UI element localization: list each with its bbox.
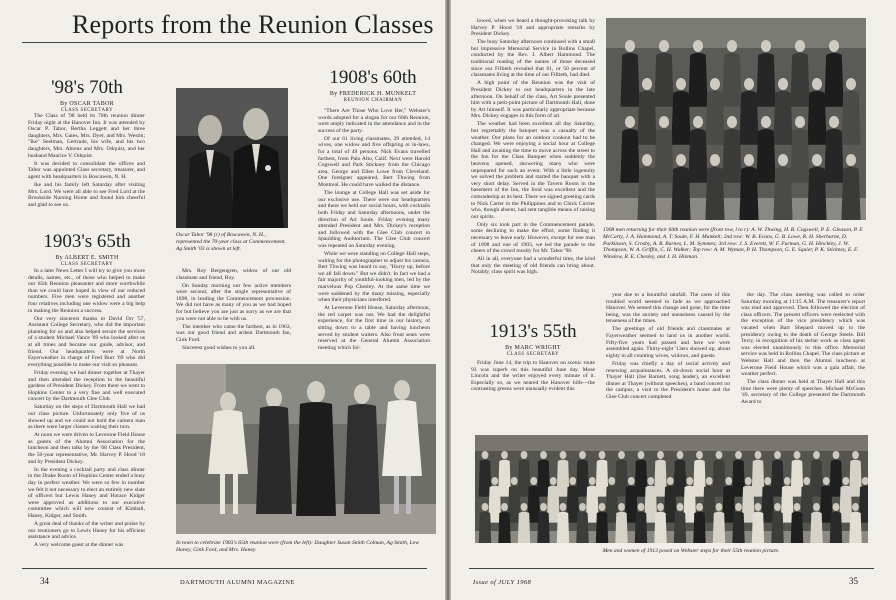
person-head <box>784 477 791 485</box>
person-silhouette <box>498 512 511 543</box>
person-silhouette <box>705 167 724 220</box>
paragraph: A very welcome guest at the dinner was <box>34 542 124 549</box>
paragraph: "There Are Those Who Love Her," Webster's words adopted for a slogan for our 60th Reunion, were amply indicated in the attendance and in the success of the party. <box>318 108 430 134</box>
person-head <box>618 503 625 511</box>
footer-magazine-title: DARTMOUTH ALUMNI MAGAZINE <box>180 579 295 586</box>
section-heading-1908: 1908's 60th <box>329 67 417 88</box>
person-silhouette <box>637 91 656 145</box>
byline-1898: By OSCAR TABOR <box>60 101 114 107</box>
paragraph: The member who came the farthest, as in 1963, was our good friend and ardent Dartmouth fan, Gink Ford. <box>176 323 291 343</box>
person-head <box>667 477 674 485</box>
page-number-left: 34 <box>40 576 49 586</box>
person-head <box>829 40 839 52</box>
person-silhouette <box>637 167 656 220</box>
section-header-1913 <box>471 322 595 357</box>
person-head <box>716 503 723 511</box>
person-head <box>842 477 849 485</box>
photo-image <box>176 88 288 228</box>
person-head <box>833 451 840 459</box>
person-head <box>599 503 606 511</box>
caption-1898: Oscar Tabor '98 (r) of Boscawen, N. H., represented the 70-year class at Commencement. Ag Smith '03 is shown at left. <box>176 232 286 252</box>
person-silhouette <box>722 53 741 107</box>
photo-tabor-and-smith <box>176 88 288 228</box>
person-silhouette <box>841 167 860 220</box>
role-1908: REUNION CHAIRMAN <box>343 98 403 103</box>
person-silhouette <box>557 512 570 543</box>
person-silhouette <box>732 512 745 543</box>
paragraph: the day. The class meeting was called to order Saturday morning at 11:15 A.M. The treasurer's report was read and approved. Then followed the election of class officers. The present officers were reelected with the exception of the vice presidency which was vacated when Bart Shepard moved up to the presidency owing to the death of George Steele. Bill Terry, in recognition of his stellar work as class agent was elected unanimously to this office. Memorial service was held in Rollins Chapel. The class picture at Webster Hall and then the Alumni luncheon at Leverone Field House which was a gala affair, the weather perfect. <box>741 292 865 378</box>
person-head <box>812 154 822 166</box>
person-head <box>625 40 635 52</box>
person-head <box>599 451 606 459</box>
person-head <box>761 40 771 52</box>
photo-1903-group <box>176 364 436 534</box>
footer-rule <box>22 568 427 569</box>
person-head <box>569 477 576 485</box>
person-silhouette <box>791 512 804 543</box>
person-head <box>727 40 737 52</box>
person-silhouette <box>671 91 690 145</box>
person-silhouette <box>752 512 765 543</box>
paragraph: Ike and his family left Saturday after visiting Mrs. Lord. We were all able to see Fred Lord at the Brookside Nursing Home and found him cheerful and glad to see us. <box>28 181 145 208</box>
person-head <box>716 451 723 459</box>
article-body-1898 <box>28 113 145 210</box>
person-head <box>696 503 703 511</box>
paragraph: While we were standing on College Hall steps, waiting for the photographer to adjust his camera, Bert Thwing was heard to say, "Hurry up, before we all fall down." But we didn't. In fact we had a fair majority of youthful-looking men, led by the marvelous Pop Chesley. At the same time we were saddened by the many missing, especially when their physicians interfered. <box>318 250 430 304</box>
person-head <box>540 451 547 459</box>
person-head <box>774 451 781 459</box>
person-head <box>521 451 528 459</box>
person-silhouette <box>773 167 792 220</box>
person-head <box>813 451 820 459</box>
person-head <box>550 477 557 485</box>
person-head <box>735 503 742 511</box>
person-silhouette <box>807 167 826 220</box>
person-head <box>659 116 669 128</box>
person-silhouette <box>713 512 726 543</box>
person-silhouette <box>756 129 775 183</box>
person-silhouette <box>654 129 673 183</box>
person-head <box>812 78 822 90</box>
byline-1908: By FREDERICK H. MUNKELT <box>329 91 417 97</box>
person-head <box>833 503 840 511</box>
title-rule <box>22 42 427 43</box>
person-head <box>710 78 720 90</box>
person-head <box>778 78 788 90</box>
person-head <box>501 451 508 459</box>
person-silhouette <box>756 53 775 107</box>
paragraph: On Sunday morning our few active members were second, after the single representative of 1898, in leading the Commencement procession. We did not have as many of you as we had hoped for but believe you are just as sorry as we are that you were not able to be with us. <box>176 282 291 322</box>
left-page <box>0 0 445 600</box>
person-head <box>774 503 781 511</box>
person-head <box>618 451 625 459</box>
person-head <box>659 40 669 52</box>
person-head <box>693 116 703 128</box>
person-head <box>755 503 762 511</box>
person-silhouette <box>773 91 792 145</box>
paragraph: At Leverone Field House, Saturday afternoon, the red carpet was out. We had the delightful experience, for the first time in our history, of sitting down to a table and having luncheon served by student waiters. Also front seats were reserved at the General Alumni Association meeting which fol- <box>318 305 430 351</box>
paragraph: The busy Saturday afternoon continued with a small but impressive Memorial Service in Rollins Chapel, conducted by the Rev. J. Albert Hammond. The traditional reading of the names of those deceased since our Fiftieth revealed that 61, or 50 percent of classmates living at the time of our Fiftieth, had died. <box>471 39 595 79</box>
person-silhouette <box>671 167 690 220</box>
person-head <box>608 477 615 485</box>
byline-1913: By MARC WRIGHT <box>505 345 561 351</box>
person-head <box>727 116 737 128</box>
person-silhouette <box>722 129 741 183</box>
person-head <box>560 451 567 459</box>
article-body-1903 <box>28 268 145 550</box>
paragraph: The greetings of old friends and classmates at Fayerweather seemed to land us in another world. Fifty-five years had passed and here we were assembled again. Thirty-eight '13ers showed up, about eighty in all counting wives, widows, and guests. <box>606 326 730 359</box>
footer-issue: Issue of JULY 1968 <box>473 579 532 586</box>
article-body-1913-c <box>741 292 865 407</box>
person-head <box>794 503 801 511</box>
person-silhouette <box>824 53 843 107</box>
person-silhouette <box>790 129 809 183</box>
person-silhouette <box>790 53 809 107</box>
section-header-1898 <box>28 78 146 113</box>
person-silhouette <box>824 129 843 183</box>
person-silhouette <box>693 512 706 543</box>
person-head <box>829 116 839 128</box>
role-1898: CLASS SECRETARY <box>60 108 114 113</box>
section-header-1903 <box>28 232 146 267</box>
person-silhouette <box>620 129 639 183</box>
person-head <box>846 154 856 166</box>
paragraph: Sincerest good wishes to you all. <box>182 345 256 352</box>
person-head <box>677 503 684 511</box>
person-silhouette <box>615 512 628 543</box>
person-silhouette <box>537 512 550 543</box>
person-head <box>501 503 508 511</box>
person-silhouette <box>654 53 673 107</box>
byline-1903: By ALBERT E. SMITH <box>55 255 119 261</box>
person-head <box>803 477 810 485</box>
photo-1908-group <box>606 18 866 220</box>
person-head <box>657 451 664 459</box>
person-silhouette <box>739 91 758 145</box>
person-head <box>642 154 652 166</box>
paragraph: The weather had been excellent all day Saturday, but regrettably the banquet was a casualty of the weather. Our plans for an outdoor cookout had to be changed. We were enjoying a social hour at College Hall and awaiting the time to move across the street to the Inn for the Class Banquet when suddenly the heavens opened, showering many who were unprepared for such an event. With a little ingenuity we solved the problem and started the banquet with a very short delay. Served in the Tavern Room in the basement of the Inn, the food was excellent and the comradeship at its best. There we signed greeting cards to Nick Carter in the Philippines and to Chick Currier who, though absent, had sent tangible means of raising our spirits. <box>471 121 595 220</box>
person-head <box>657 503 664 511</box>
person-head <box>579 503 586 511</box>
paragraph: In the evening a cocktail party and class dinner in the Drake Room of Hopkins Center ended a busy day in perfect weather. We were so few in number we felt it not necessary to elect an entirely new slate of officers but Lewis Haney and Horace Kidger were approved as additions to our executive committee which will now consist of Kimball, Haney, Kidger, and Smith. <box>28 466 145 519</box>
person-head <box>676 78 686 90</box>
person-head <box>693 40 703 52</box>
paragraph: Our very sincerest thanks to David Orr '57, Assistant College Secretary, who did the important planning for us and also helped secure the services of a student Michael Vance '69 who looked after us at all times and became our guide, advisor, and friend. Our headquarters were at North Fayerweather in charge of Fred Burr '69 who did everything possible to make our visit so pleasant. <box>28 315 145 368</box>
person-head <box>579 451 586 459</box>
paragraph: Mrs. Roy Bergengren, widow of our old classmate and friend, Roy. <box>176 268 291 281</box>
paragraph: Saturday on the steps of Dartmouth Hall we had our class picture. Unfortunately only five of us showed up and we could not hold the camera man as there were larger classes waiting their turn. <box>28 404 145 431</box>
person-head <box>823 477 830 485</box>
person-head <box>677 451 684 459</box>
person-silhouette <box>674 512 687 543</box>
paragraph: year due to a bountiful rainfall. The cares of this troubled world seemed to fade as we approached Hanover. We sensed this change and gone, for the time being, was the anxiety and uneasiness caused by the tenseness of the times. <box>606 292 730 325</box>
paragraph: Friday evening we had dinner together at Thayer and then attended the reception in the beautiful gardens of President Dickey. From there we went to Hopkins Center to a very fine and well executed concert by the Dartmouth Glee Club. <box>28 369 145 403</box>
person-silhouette <box>688 129 707 183</box>
page-title: Reports from the Reunion Classes <box>72 10 434 39</box>
person-head <box>764 477 771 485</box>
person-head <box>744 154 754 166</box>
person-head <box>852 451 859 459</box>
person-silhouette <box>807 91 826 145</box>
person-silhouette <box>635 512 648 543</box>
person-head <box>795 116 805 128</box>
paragraph: All in all, everyone had a wonderful time, the kind that only the meeting of old friends can bring about. Notably, class spirit was high. <box>471 256 595 276</box>
person-head <box>795 40 805 52</box>
person-head <box>482 503 489 511</box>
photo-1913-group <box>475 435 868 543</box>
person-head <box>625 116 635 128</box>
person-head <box>725 477 732 485</box>
person-silhouette <box>688 53 707 107</box>
paragraph: Of our 61 living classmates, 29 attended, 14 wives, one widow and five offspring or in-laws, for a total of 49 persons. Nick Evans travelled farthest, from Palo Alto, Calif. Next were Harold Cogswell and Park Stickney from the Chicago area, George and Ellen Lowe from Cleveland. One foreigner appeared, Bert Thwing from Montreal. He could have walked the distance. <box>318 135 430 189</box>
paragraph: A high point of the Reunion was the visit of President Dickey to our headquarters in the late afternoon. On behalf of the class, Art Soule presented him with a petit-point picture of Dartmouth Hall, done by Art himself. It was particularly appropriate because Mrs. Dickey engages in this form of art. <box>471 80 595 120</box>
role-1913: CLASS SECRETARY <box>506 352 560 357</box>
person-head <box>521 503 528 511</box>
article-body-1908 <box>318 108 430 353</box>
paragraph: At noon we were driven to Leverone Field House as guests of the Alumni Association for the luncheon and then talks by the '68 Class President, the 50-year representative, Mr. Harvey P. Hood '18 and by President Dickey. <box>28 432 145 465</box>
person-head <box>540 503 547 511</box>
person-head <box>778 154 788 166</box>
person-head <box>735 451 742 459</box>
person-silhouette <box>705 91 724 145</box>
person-head <box>852 503 859 511</box>
person-head <box>560 503 567 511</box>
person-head <box>794 451 801 459</box>
photo-image <box>176 364 436 534</box>
person-head <box>638 503 645 511</box>
person-head <box>491 477 498 485</box>
person-head <box>696 451 703 459</box>
paragraph: Friday was chiefly a day of social activity and renewing acquaintances. A sit-down social hour at Thayer Hall (Joe Barnett, song leader), an excellent dinner at Thayer (without speeches), a band concert on the campus, a visit to the President's home and the Glee Club concert completed <box>606 360 730 400</box>
person-head <box>642 78 652 90</box>
paragraph: The Class of '98 held its 70th reunion dinner Friday night at the Hanover Inn. It was attended by Oscar P. Tabor, Bertha Leggett and her three daughters, Mrs. Gates, Mrs. Dyer, and Mrs. Westin; "Ike" Seelman, Gertrude, his wife, and his two daughters, Mrs. Ahrens and Mrs. Odquist, and her husband Maurice V. Odquist. <box>28 113 145 159</box>
photo-image <box>475 435 868 543</box>
caption-1903: In town to celebrate 1903's 65th reunion were (from the left): Daughter Susan Smith Colman, Ag Smith, Lew Haney, Gink Ford, and Mrs. Haney. <box>176 540 420 553</box>
person-head <box>589 477 596 485</box>
right-page <box>451 0 896 600</box>
caption-1908: 1908 men returning for their 60th reunion were (front row, l to r): A. W. Thwing, H. B. Cogswell, P. E. Gleason, P. F. McCarty, J. A. Hammond, A. T. Soule, F. H. Munkelt; 2nd row: W. B. Evans, G. B. Lowe, R. H. Sherburne, D. Parkinson, S. Crosby, A. B. Barnes, L. M. Symmes; 3rd row: J. S. Everett, W. F. Furman, G. H. Hinckley, J. W. Thompson, W. A. Griffin, C. H. Walker; Top row: A. M. Wyman, P. H. Thompson, G. E. Squier, P. K. Stickney, E. F. Winslow, R. E. Chesley, and J. H. Hinman. <box>603 227 864 261</box>
person-silhouette <box>479 512 492 543</box>
article-body-1908-continued <box>471 18 595 278</box>
section-header-1908 <box>318 68 428 103</box>
caption-1913: Men and women of 1913 posed on Webster steps for their 55th reunion picture. <box>602 548 780 554</box>
section-heading-1913: 1913's 55th <box>489 321 577 342</box>
person-head <box>745 477 752 485</box>
person-head <box>628 477 635 485</box>
person-head <box>482 451 489 459</box>
paragraph: It was decided to consolidate the offices and Tabor was appointed Class secretary, treasurer, and agent with headquarters in Boscawen, N. H. <box>28 160 145 180</box>
person-silhouette <box>849 512 862 543</box>
section-heading-1898: '98's 70th <box>51 77 123 98</box>
person-silhouette <box>620 53 639 107</box>
page-number-right: 35 <box>849 576 858 586</box>
paragraph: The lounge at College Hall was set aside for our exclusive use. There were our headquarters and there we held our social hours, with cocktails both Friday and Saturday afternoons, under the direction of Art Soule. Friday evening many attended President and Mrs. Dickey's reception and followed with the Glee Club concert in Spaulding Auditorium. The Glee Club concert was repeated on Saturday evening. <box>318 190 430 249</box>
person-head <box>813 503 820 511</box>
person-head <box>755 451 762 459</box>
person-head <box>761 116 771 128</box>
article-body-1903-continued <box>176 268 291 353</box>
person-head <box>846 78 856 90</box>
person-silhouette <box>739 167 758 220</box>
person-silhouette <box>830 512 843 543</box>
person-head <box>638 451 645 459</box>
person-silhouette <box>771 512 784 543</box>
paragraph: lowed, when we heard a thought-provoking talk by Harvey P. Hood '18 and appropriate remarks by President Dickey. <box>471 18 595 38</box>
person-head <box>647 477 654 485</box>
person-head <box>710 154 720 166</box>
section-heading-1903: 1903's 65th <box>43 231 131 252</box>
paragraph: In a later News Letter I will try to give you more details, names, etc., of those who helped to make our 65th Reunion pleasanter and more worthwhile than we could have hoped in view of our reduced numbers. Five men were registered and another four relatives including one widow were a big help in making the Reunion a success. <box>28 268 145 314</box>
person-head <box>744 78 754 90</box>
photo-image <box>606 18 866 220</box>
paragraph: A great deal of thanks of the writer and praise by our reunioners go to Lewis Haney for his efficient assistance and advice. <box>28 520 145 541</box>
person-silhouette <box>810 512 823 543</box>
footer-rule <box>469 568 874 569</box>
person-silhouette <box>518 512 531 543</box>
role-1903: CLASS SECRETARY <box>60 262 114 267</box>
paragraph: The class dinner was held at Thayer Hall and this time there were plenty of speeches. Michael McGean '49, secretary of the College presented the Dartmouth Award to <box>741 379 865 405</box>
person-silhouette <box>841 91 860 145</box>
person-silhouette <box>654 512 667 543</box>
person-head <box>686 477 693 485</box>
paragraph: Friday June 14, the trip to Hanover on scenic route 93 was superb on this beautiful June day. Mose Lincoln and the writer enjoyed every minute of it. Especially so, as we neared the Hanover hills—the contrasting greens were unusually evident this <box>471 360 595 393</box>
person-silhouette <box>596 512 609 543</box>
person-head <box>706 477 713 485</box>
person-head <box>676 154 686 166</box>
person-head <box>511 477 518 485</box>
article-body-1913 <box>471 360 595 394</box>
article-body-1913-b <box>606 292 730 402</box>
person-head <box>530 477 537 485</box>
paragraph: Only six took part in the Commencement parade, some declining to make the effort, some finding it necessary to leave early. However, except for one man of 1898 and one of 1903, we led the parade to the cheers of the crowd mostly for Mr. Tabor '98. <box>471 221 595 255</box>
person-silhouette <box>576 512 589 543</box>
